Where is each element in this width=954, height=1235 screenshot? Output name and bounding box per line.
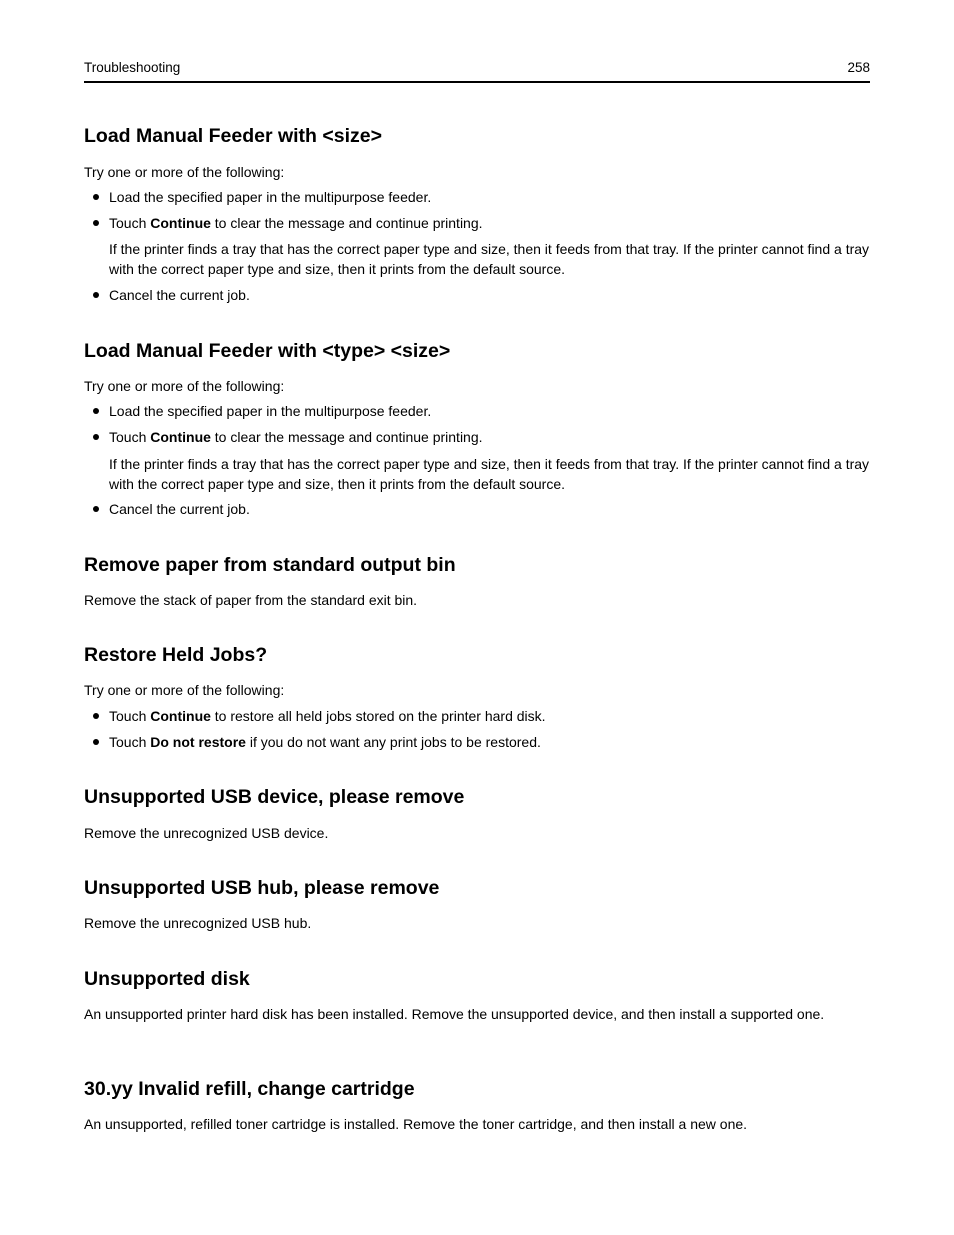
bullet-icon xyxy=(93,739,99,745)
bullet-icon xyxy=(93,220,99,226)
ui-term: Do not restore xyxy=(150,734,246,750)
section-intro: Try one or more of the following: xyxy=(84,164,285,180)
bullet-icon xyxy=(93,194,99,200)
section-heading-unsupported-usb-hub: Unsupported USB hub, please remove xyxy=(84,877,440,899)
section-body: An unsupported, refilled toner cartridge is installed. Remove the toner cartridge, and then install a new one. xyxy=(84,1116,748,1132)
list-item-text: Load the specified paper in the multipurpose feeder. xyxy=(109,189,432,205)
section-intro: Try one or more of the following: xyxy=(84,378,285,394)
ui-term: Continue xyxy=(150,429,211,445)
list-item-text: Cancel the current job. xyxy=(109,287,250,303)
section-heading-unsupported-usb-device: Unsupported USB device, please remove xyxy=(84,786,465,808)
section-intro: Try one or more of the following: xyxy=(84,682,285,698)
list-item-text: Touch Continue to clear the message and continue printing. xyxy=(109,215,483,231)
section-heading-remove-paper: Remove paper from standard output bin xyxy=(84,554,456,576)
section-heading-restore-held-jobs: Restore Held Jobs? xyxy=(84,644,268,666)
bullet-icon xyxy=(93,506,99,512)
header-section-name: Troubleshooting xyxy=(84,60,181,75)
bullet-icon xyxy=(93,408,99,414)
section-body: Remove the unrecognized USB hub. xyxy=(84,915,312,931)
section-heading-load-manual-feeder-type-size: Load Manual Feeder with <type> <size> xyxy=(84,340,451,362)
running-header xyxy=(84,60,870,83)
list-item-note: If the printer finds a tray that has the correct paper type and size, then it feeds from that tray. If the printer cannot find a tray with the correct paper type and size, then it prints from the default source. xyxy=(109,456,870,492)
header-page-number: 258 xyxy=(847,60,870,75)
section-body: Remove the stack of paper from the standard exit bin. xyxy=(84,592,418,608)
list-item-text: Cancel the current job. xyxy=(109,501,250,517)
section-heading-unsupported-disk: Unsupported disk xyxy=(84,968,250,990)
section-heading-load-manual-feeder-size: Load Manual Feeder with <size> xyxy=(84,125,382,147)
ui-term: Continue xyxy=(150,708,211,724)
bullet-icon xyxy=(93,292,99,298)
list-item-text: Touch Continue to clear the message and continue printing. xyxy=(109,429,483,445)
bullet-icon xyxy=(93,713,99,719)
section-heading-invalid-refill: 30.yy Invalid refill, change cartridge xyxy=(84,1078,415,1100)
section-body: Remove the unrecognized USB device. xyxy=(84,825,329,841)
list-item-text: Load the specified paper in the multipurpose feeder. xyxy=(109,403,432,419)
section-body: An unsupported printer hard disk has been installed. Remove the unsupported device, and then install a supported one. xyxy=(84,1006,825,1022)
list-item-text: Touch Continue to restore all held jobs stored on the printer hard disk. xyxy=(109,708,546,724)
list-item-note: If the printer finds a tray that has the correct paper type and size, then it feeds from that tray. If the printer cannot find a tray with the correct paper type and size, then it prints from the default source. xyxy=(109,241,870,277)
bullet-icon xyxy=(93,434,99,440)
list-item-text: Touch Do not restore if you do not want any print jobs to be restored. xyxy=(109,734,541,750)
ui-term: Continue xyxy=(150,215,211,231)
